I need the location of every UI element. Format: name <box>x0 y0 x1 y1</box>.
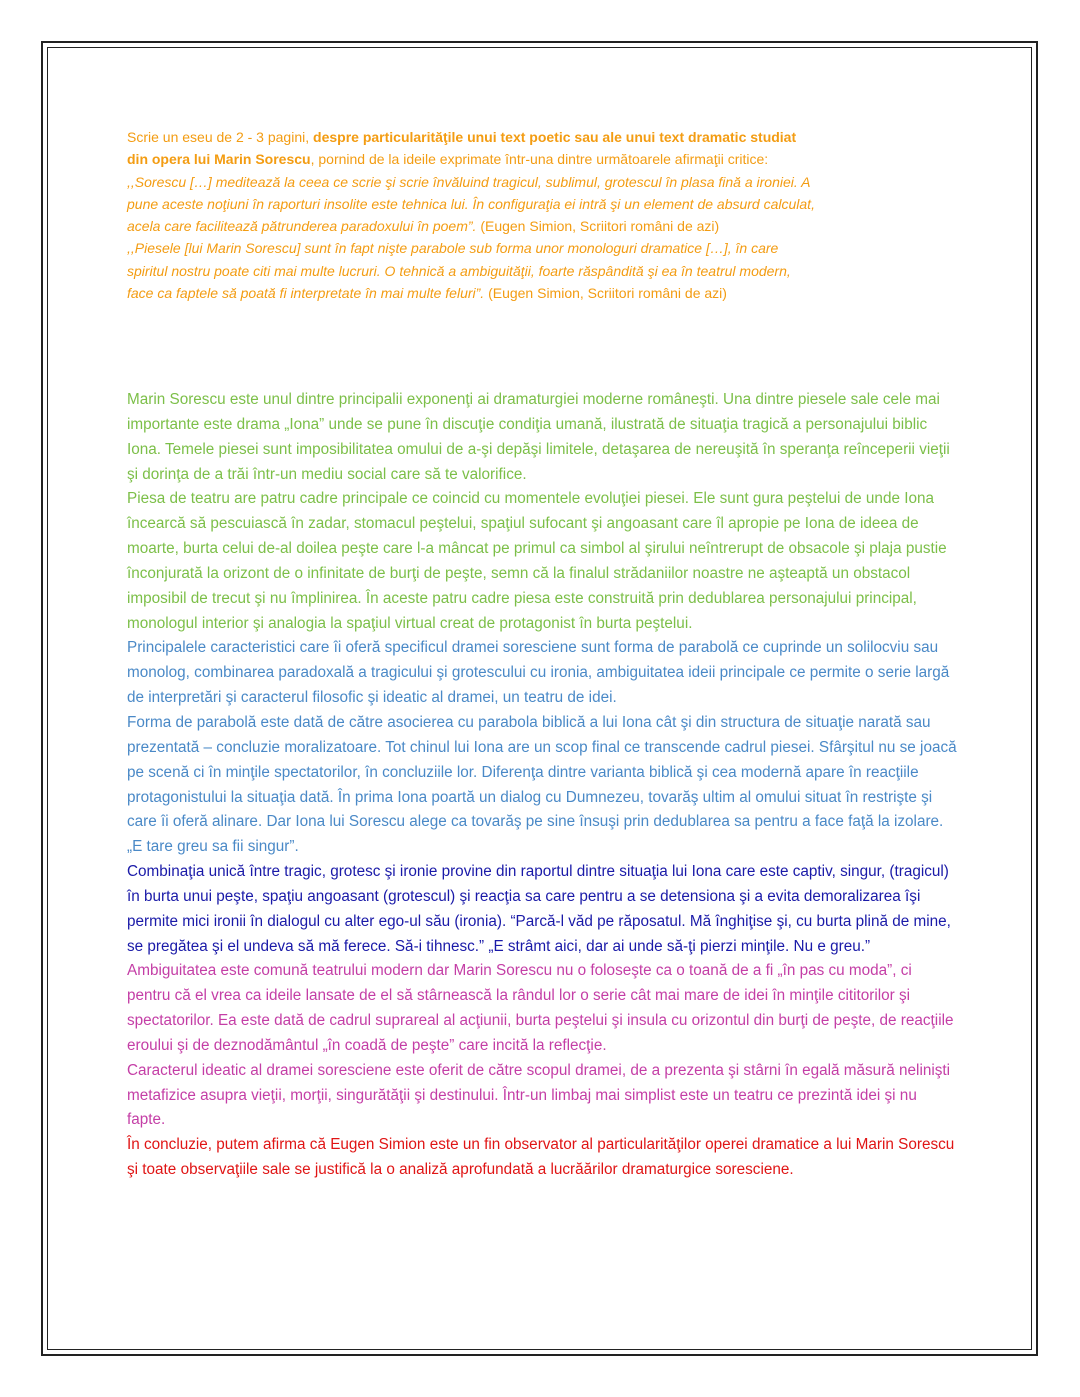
quote-1-source: (Eugen Simion, Scriitori români de azi) <box>476 218 720 235</box>
essay-paragraph-tragic-grotesque: Combinaţia unică între tragic, grotesc şi ironie provine din raportul dintre situaţia lui Iona care este captiv, singur, (tragicul) în burta unui peşte, spaţiu angoasant (grotescul) şi reacţia sa care pentru a se detensiona şi a evita demoralizarea îşi permite mici ironii în dialogul cu alter ego-ul său (ironia). “Parcă-l văd pe răposatul. Mă înghiţise şi, cu burta plină de mine, se pregătea şi el undeva să mă ferece. Să-i tihnesc.” „E strâmt aici, dar ai unde să-ţi pierzi minţile. Nu e greu.” <box>127 863 951 955</box>
essay-paragraph-characteristics: Principalele caracteristici care îi oferă specificul dramei sorescienе sunt forma de parabolă ce cuprinde un solilocviu sau monolog, combinarea paradoxală a tragicului şi grotescului cu ironia, ambiguitatea ideii principale ce permite o serie largă de interpretări şi caracterul filosofic şi ideatic al dramei, un teatru de idei. <box>127 639 950 707</box>
quote-2-text: ,,Piesele [lui Marin Sorescu] sunt în fapt nişte parabole sub forma unor monologuri dramatice […], în care spiritul nostru poate citi mai multe lucruri. O tehnică a ambiguităţii, foarte răspândită şi ea în teatrul modern, face ca faptele să poată fi interpretate în mai multe feluri”. <box>127 240 791 302</box>
essay-prompt <box>127 126 817 304</box>
prompt-intro <box>127 126 817 171</box>
essay-body <box>127 388 959 1183</box>
essay-paragraph-conclusion: În concluzie, putem afirma că Eugen Simion este un fin observator al particularităţilor operei dramatice a lui Marin Sorescu şi toate observaţiile sale se justifică la o analiză aprofundată a lucrăărilor dramaturgice sorescienе. <box>127 1136 955 1179</box>
essay-paragraph-ideatic: Caracterul ideatic al dramei sorescienе este oferit de către scopul dramei, de a prezenta şi stârni în egală măsură nelinişti metafizice asupra vieţii, morţii, singurătăţii şi destinului. Într-un limbaj mai simplist este un teatru ce prezintă idei şi nu fapte. <box>127 1061 951 1129</box>
essay-paragraph-intro: Marin Sorescu este unul dintre principalii exponenţi ai dramaturgiei moderne româneşti. Una dintre piesele sale cele mai importante este drama „Iona” unde se pune în discuţie condiţia umană, ilustrată de situaţia tragică a personajului biblic Iona. Temele piesei sunt imposibilitatea omului de a-şi depăşi limitele, detaşarea de nereuşită în speranţa reînceperii vieţii şi dorinţa de a trăi într-un mediu social care să te valorifice. <box>127 391 950 483</box>
essay-paragraph-settings: Piesa de teatru are patru cadre principale ce coincid cu momentele evoluţiei piesei. Ele sunt gura peştelui de unde Iona încearcă să pescuiască în zadar, stomacul peştelui, spaţiul sufocant şi angoasant care îl apropie pe Iona de ideea de moarte, burta celui de-al doilea peşte care l-a mâncat pe primul ca simbol al şirului neîntrerupt de obsacole şi plaja pustie înconjurată la orizont de o infinitate de burţi de peşte, semn că la finalul strădaniilor noastre ne aşteaptă un obstacol imposibil de trecut şi nu împlinirea. În aceste patru cadre piesa este construită prin dedublarea personajului principal, monologul interior şi analogia la spaţiul virtual creat de protagonist în burta peştelui. <box>127 490 947 632</box>
prompt-intro-bold: despre particularităţile unui text poetic sau ale unui text dramatic studiat din opera lui Marin Sorescu <box>127 129 797 168</box>
essay-paragraph-parable: Forma de parabolă este dată de către asocierea cu parabola biblică a lui Iona cât şi din structura de situaţie narată sau prezentată – concluzie moralizatoare. Tot chinul lui Iona are un scop final ce transcende cadrul piesei. Sfârşitul nu se joacă pe scenă ci în minţile spectatorilor, în concluziile lor. Diferenţa dintre varianta biblică şi cea modernă apare în reacţiile protagonistului la situaţia dată. În prima Iona poartă un dialog cu Dumnezeu, tovarăş ultim al omului situat în restrişte şi care îi oferă alinare. Dar Iona lui Sorescu alege ca tovarăş pe sine însuşi prin dedublarea sa pentru a face faţă la izolare. „E tare greu sa fii singur”. <box>127 713 957 856</box>
prompt-quote-2 <box>127 237 817 304</box>
prompt-intro-a: Scrie un eseu de 2 - 3 pagini, <box>127 129 314 145</box>
quote-2-source: (Eugen Simion, Scriitori români de azi) <box>484 285 727 302</box>
prompt-intro-b: , pornind de la ideile exprimate într-una dintre următoarele afirmaţii critice: <box>310 151 769 168</box>
quote-1-text: ,,Sorescu […] meditează la ceea ce scrie şi scrie învăluind tragicul, sublimul, grotescul în plasa fină a ironiei. A pune aceste noţiuni în raporturi insolite este tehnica lui. În configuraţia ei intră şi un element de absurd calculat, acela care facilitează pătrunderea paradoxului în poem”. <box>127 173 815 235</box>
prompt-quote-1 <box>127 171 817 238</box>
essay-paragraph-ambiguity: Ambiguitatea este comună teatrului modern dar Marin Sorescu nu o foloseşte ca o toană de a fi „în pas cu moda”, ci pentru că el vrea ca ideile lansate de el să stârnească la rândul lor o serie cât mai mare de idei în minţile cititorilor şi spectatorilor. Ea este dată de cadrul suprareal al acţiunii, burta peştelui şi insula cu orizontul din burţi de peşte, de reacţiile eroului şi de deznodământul „în coadă de peşte” care incită la reflecţie. <box>127 962 954 1054</box>
